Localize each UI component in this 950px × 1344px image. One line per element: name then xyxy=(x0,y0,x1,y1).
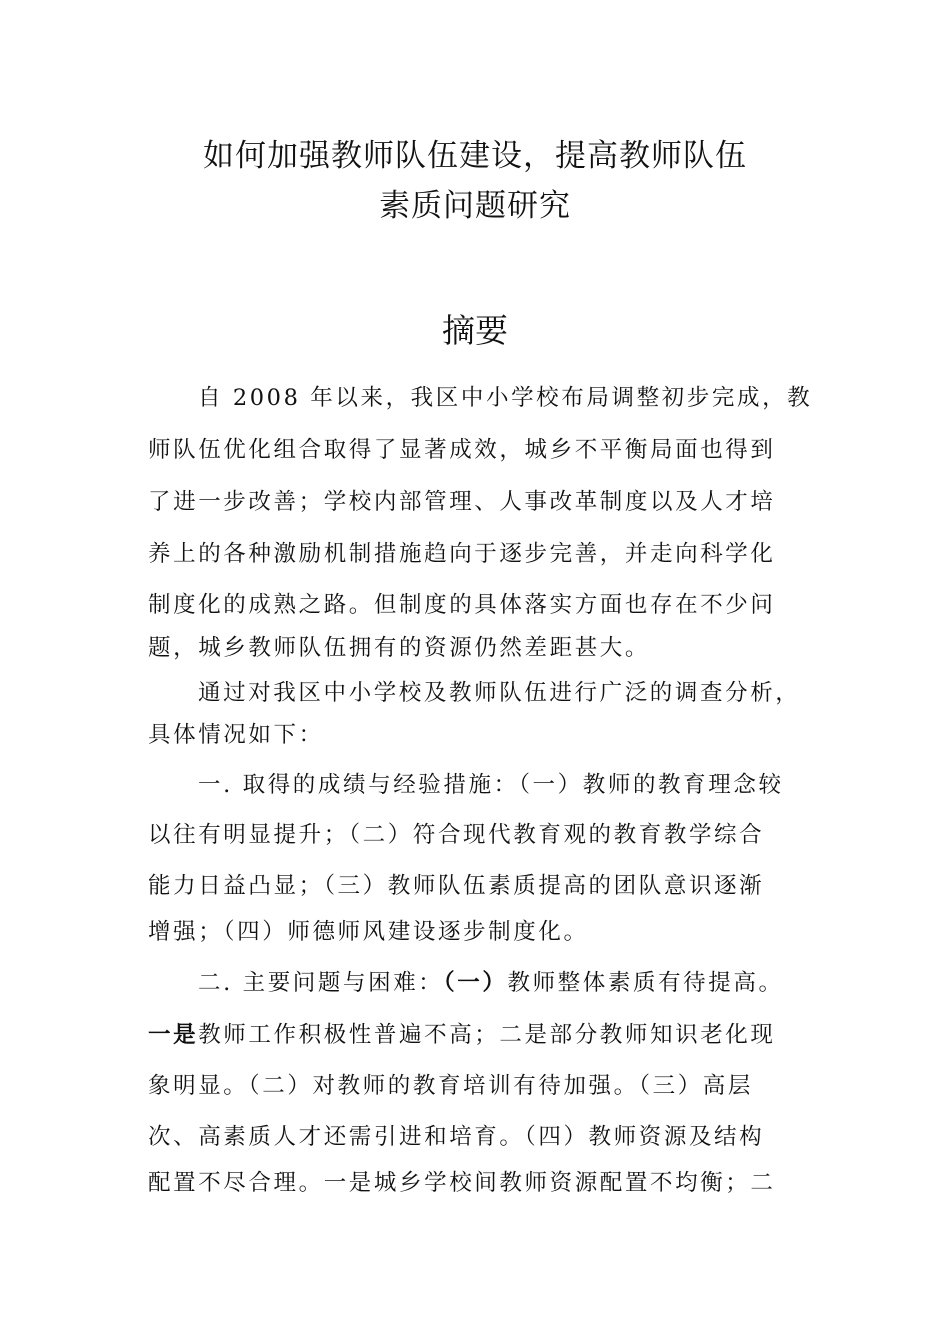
paragraph-2-line-1: 通过对我区中小学校及教师队伍进行广泛的调查分析， xyxy=(198,680,801,706)
document-title-line-2: 素质问题研究 xyxy=(379,188,571,224)
paragraph-1-line-5: 制度化的成熟之路。但制度的具体落实方面也存在不少问 xyxy=(148,592,776,618)
item-1-text: 教师整体素质有待提高。 xyxy=(507,970,784,996)
item-1-marker: （一） xyxy=(443,970,508,996)
paragraph-3-line-1: 一. 取得的成绩与经验措施：（一）教师的教育理念较 xyxy=(198,772,784,798)
paragraph-4-line-4: 次、高素质人才还需引进和培育。（四）教师资源及结构 xyxy=(148,1124,765,1150)
paragraph-4-line-1 xyxy=(198,968,808,998)
paragraph-3-line-3: 能力日益凸显；（三）教师队伍素质提高的团队意识逐渐 xyxy=(148,873,765,899)
paragraph-1-line-4: 养上的各种激励机制措施趋向于逐步完善，并走向科学化 xyxy=(148,541,776,567)
paragraph-4-line-5: 配置不尽合理。一是城乡学校间教师资源配置不均衡；二 xyxy=(148,1170,776,1196)
paragraph-2-line-2: 具体情况如下： xyxy=(148,722,324,748)
paragraph-1-line-1: 自 2008 年以来，我区中小学校布局调整初步完成，教 xyxy=(198,385,813,411)
paragraph-3-line-4: 增强；（四）师德师风建设逐步制度化。 xyxy=(148,919,589,945)
document-title-line-1: 如何加强教师队伍建设，提高教师队伍 xyxy=(203,138,747,174)
paragraph-1-line-3: 了进一步改善；学校内部管理、人事改革制度以及人才培 xyxy=(148,489,776,515)
paragraph-4-line-2 xyxy=(148,1020,808,1050)
abstract-heading: 摘要 xyxy=(442,311,508,350)
section-2-label: 二. 主要问题与困难： xyxy=(198,970,444,996)
paragraph-1-line-6: 题，城乡教师队伍拥有的资源仍然差距甚大。 xyxy=(148,635,651,661)
point-1-text: 教师工作积极性普遍不高；二是部分教师知识老化现 xyxy=(198,1022,776,1048)
paragraph-1-line-2: 师队伍优化组合取得了显著成效，城乡不平衡局面也得到 xyxy=(148,437,776,463)
point-1-marker: 一是 xyxy=(148,1022,199,1048)
paragraph-3-line-2: 以往有明显提升；（二）符合现代教育观的教育教学综合 xyxy=(148,822,765,848)
paragraph-4-line-3: 象明显。（二）对教师的教育培训有待加强。（三）高层 xyxy=(148,1073,754,1099)
